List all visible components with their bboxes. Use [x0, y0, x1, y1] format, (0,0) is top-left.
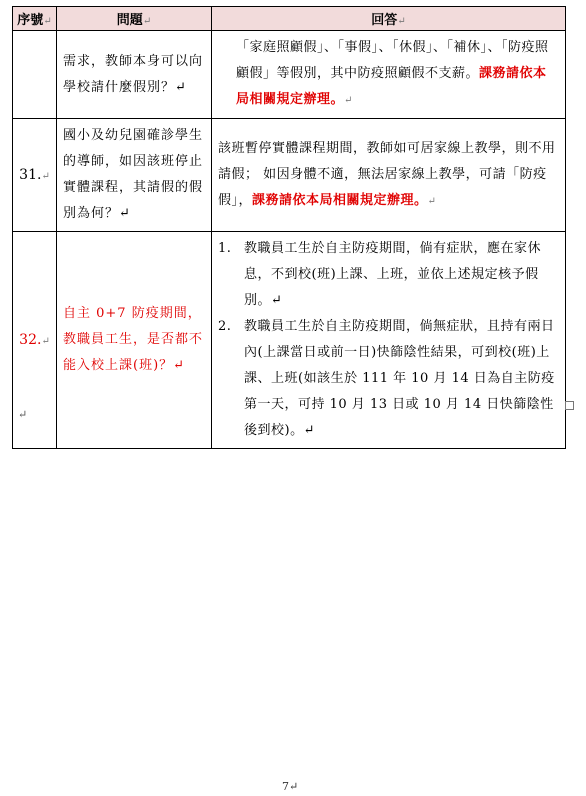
- row-question: 需求，教師本身可以向學校請什麼假別？↵: [57, 31, 212, 119]
- row-answer: 該班暫停實體課程期間，教師如可居家線上教學，則不用請假； 如因身體不適，無法居家線上教學，可請「防疫假」，課務請依本局相關規定辦理。↵: [212, 119, 566, 232]
- row-number: 31.↵: [13, 119, 57, 232]
- qa-table: [12, 6, 566, 449]
- row-answer: [212, 232, 566, 449]
- header-answer: 回答↵: [212, 7, 566, 31]
- list-item: 1. 教職員工生於自主防疫期間，倘有症狀，應在家休息，不到校(班)上課、上班，並依上述規定核予假別。↵: [218, 241, 542, 308]
- table-row: [13, 119, 566, 232]
- row-question: 自主 0+7 防疫期間，教職員工生，是否都不能入校上課(班)？↵: [57, 232, 212, 449]
- header-number: 序號↵: [13, 7, 57, 31]
- row-answer: 「家庭照顧假」、「事假」、「休假」、「補休」、「防疫照顧假」等假別，其中防疫照顧假不支薪。課務請依本局相關規定辦理。↵: [212, 31, 566, 119]
- list-item: 2. 教職員工生於自主防疫期間，倘無症狀，且持有兩日內(上課當日或前一日)快篩陰性結果，可到校(班)上課、上班(如該生於 111 年 10 月 14 日為自主防疫第一天，可持 10 月 13 日或 10 月 14 日快篩陰性後到校)。↵: [218, 319, 555, 438]
- answer-list: [218, 236, 559, 444]
- table-row: [13, 232, 566, 449]
- page-number: 7↵: [282, 780, 299, 793]
- paragraph-mark: ↵: [18, 408, 28, 421]
- table-header-row: [13, 7, 566, 31]
- header-question: 問題↵: [57, 7, 212, 31]
- table-row: [13, 31, 566, 119]
- row-number: 32.↵: [13, 232, 57, 449]
- row-question: 國小及幼兒園確診學生的導師，如因該班停止實體課程，其請假的假別為何？↵: [57, 119, 212, 232]
- table-resize-handle[interactable]: [565, 401, 574, 410]
- row-number: [13, 31, 57, 119]
